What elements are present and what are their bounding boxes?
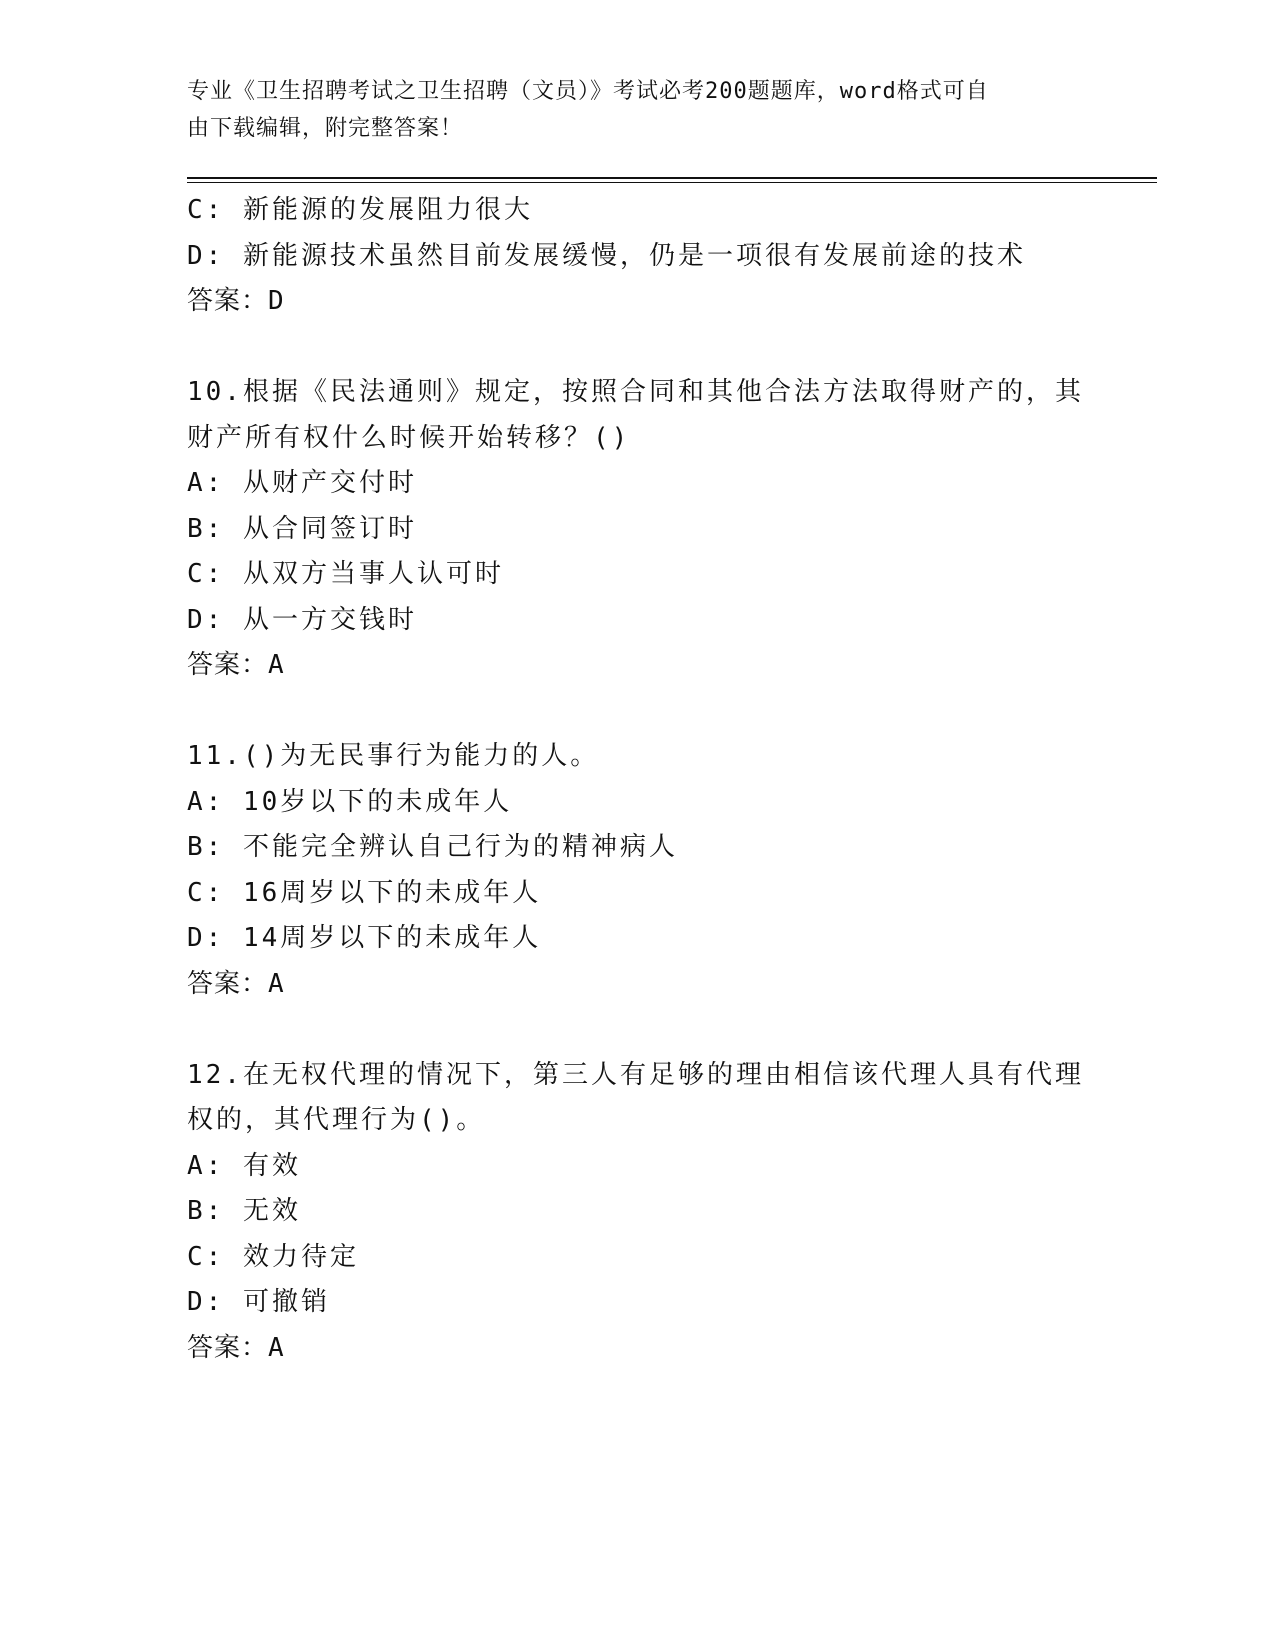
option-c: C: 新能源的发展阻力很大 <box>187 195 533 225</box>
option-d: D: 从一方交钱时 <box>187 604 417 635</box>
answer: 答案：A <box>187 968 285 999</box>
document-header <box>187 73 1067 147</box>
header-divider <box>187 177 1157 179</box>
header-divider <box>187 182 1157 183</box>
question-10 <box>187 370 1087 689</box>
question-partial <box>187 188 1087 325</box>
question-11 <box>187 734 1087 1007</box>
option-c: C: 效力待定 <box>187 1241 359 1272</box>
option-a: A: 10岁以下的未成年人 <box>187 786 513 817</box>
question-stem: 11.()为无民事行为能力的人。 <box>187 741 600 771</box>
question-12 <box>187 1053 1087 1372</box>
option-d: D: 14周岁以下的未成年人 <box>187 923 542 953</box>
option-a: A: 从财产交付时 <box>187 468 417 498</box>
question-list <box>187 188 1087 1371</box>
option-b: B: 从合同签订时 <box>187 513 417 544</box>
option-c: C: 16周岁以下的未成年人 <box>187 877 542 908</box>
answer: 答案：D <box>187 286 285 316</box>
option-d: D: 新能源技术虽然目前发展缓慢，仍是一项很有发展前途的技术 <box>187 240 1026 271</box>
option-d: D: 可撤销 <box>187 1287 330 1317</box>
answer: 答案：A <box>187 1332 285 1363</box>
question-stem: 权的，其代理行为()。 <box>187 1105 486 1135</box>
option-b: B: 无效 <box>187 1196 301 1226</box>
option-a: A: 有效 <box>187 1150 301 1181</box>
question-stem: 10.根据《民法通则》规定，按照合同和其他合法方法取得财产的，其 <box>187 377 1084 407</box>
question-stem: 12.在无权代理的情况下，第三人有足够的理由相信该代理人具有代理 <box>187 1059 1084 1090</box>
option-c: C: 从双方当事人认可时 <box>187 559 504 589</box>
header-line: 由下载编辑，附完整答案！ <box>187 116 464 141</box>
header-line: 专业《卫生招聘考试之卫生招聘（文员）》考试必考200题题库，word格式可自 <box>187 79 989 104</box>
answer: 答案：A <box>187 650 285 680</box>
question-stem: 财产所有权什么时候开始转移？() <box>187 422 631 453</box>
option-b: B: 不能完全辨认自己行为的精神病人 <box>187 832 678 862</box>
